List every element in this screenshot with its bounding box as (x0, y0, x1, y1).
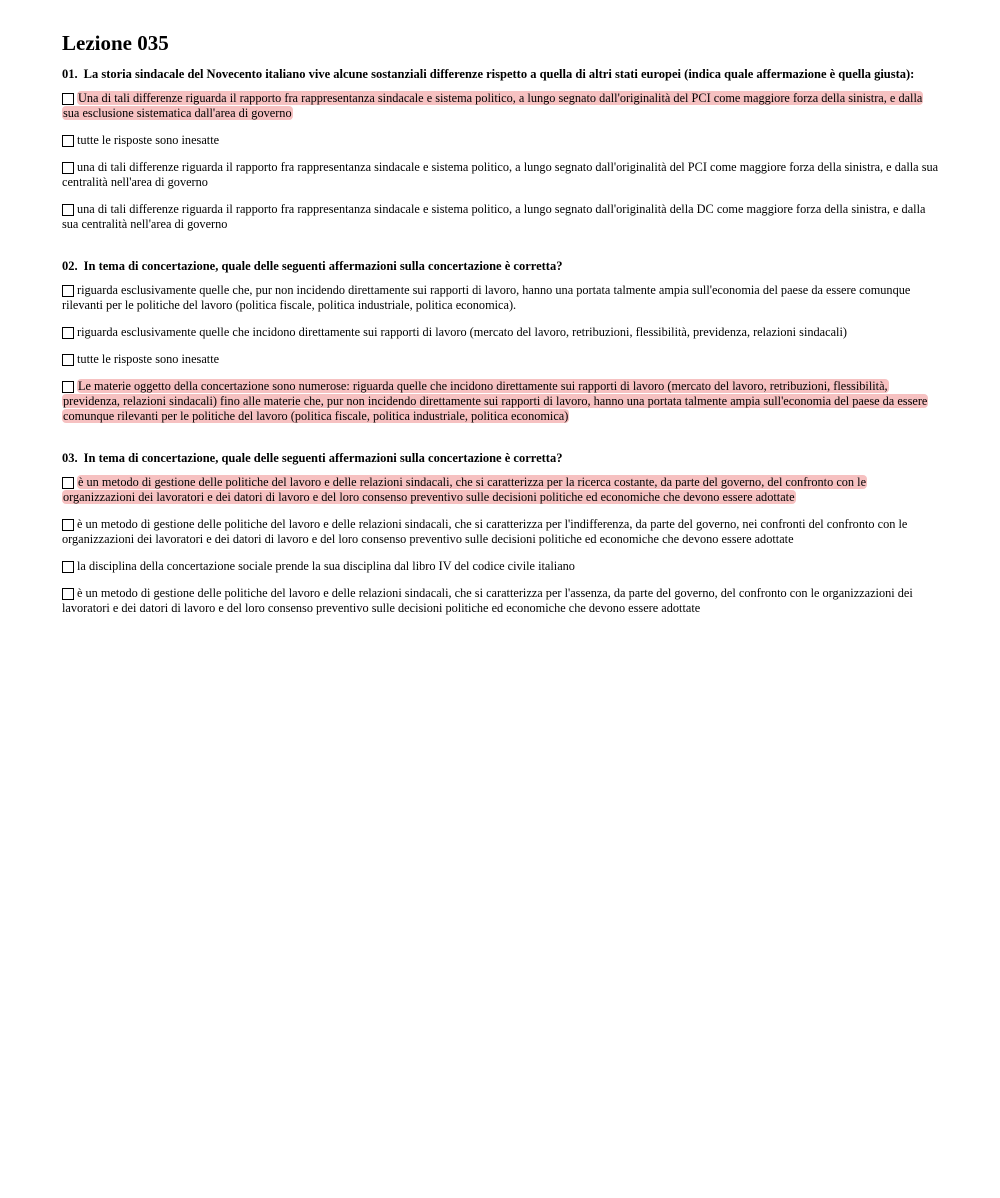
question-label: La storia sindacale del Novecento italiano vive alcune sostanziali differenze rispetto a quella di altri stati europei (indica quale affermazione è quella giusta): (83, 67, 915, 81)
answer-checkbox[interactable] (62, 285, 74, 297)
question-number: 02. (62, 259, 78, 273)
question-label: In tema di concertazione, quale delle seguenti affermazioni sulla concertazione è corretta? (83, 259, 563, 273)
answer-option (62, 325, 940, 340)
answer-checkbox[interactable] (62, 561, 74, 573)
answer-text: riguarda esclusivamente quelle che, pur non incidendo direttamente sui rapporti di lavoro, hanno una portata talmente ampia sull'economia del paese da essere comunque rilevanti per le politiche del lavoro (politica fiscale, politica industriale, politica economica). (62, 283, 911, 312)
answer-text: Le materie oggetto della concertazione sono numerose: riguarda quelle che incidono direttamente sui rapporti di lavoro (mercato del lavoro, retribuzioni, flessibilità, previdenza, relazioni sindacali) fino alle materie che, pur non incidendo direttamente sui rapporti di lavoro, hanno una portata talmente ampia sull'economia del paese da essere comunque rilevanti per le politiche del lavoro (politica fiscale, politica industriale, politica economica) (63, 379, 928, 423)
answer-option-highlighted (62, 379, 940, 424)
answer-checkbox[interactable] (62, 162, 74, 174)
page-title: Lezione 035 (62, 31, 169, 55)
answer-checkbox[interactable] (62, 381, 74, 393)
question-number: 01. (62, 67, 78, 81)
answer-text: è un metodo di gestione delle politiche del lavoro e delle relazioni sindacali, che si caratterizza per la ricerca costante, da parte del governo, del confronto con le organizzazioni dei lavoratori e dei datori di lavoro e del loro consenso preventivo sulle decisioni politiche ed economiche che devono essere adottate (63, 475, 867, 504)
answer-option (62, 202, 940, 232)
answer-text: Una di tali differenze riguarda il rapporto fra rappresentanza sindacale e sistema politico, a lungo segnato dall'originalità del PCI come maggiore forza della sinistra, e dalla sua esclusione sistematica dall'area di governo (63, 91, 923, 120)
answer-checkbox[interactable] (62, 477, 74, 489)
answer-option-highlighted (62, 91, 940, 121)
answer-text: tutte le risposte sono inesatte (77, 133, 220, 147)
answer-option (62, 559, 940, 574)
answer-checkbox[interactable] (62, 327, 74, 339)
answer-checkbox[interactable] (62, 135, 74, 147)
answer-checkbox[interactable] (62, 93, 74, 105)
answer-text: la disciplina della concertazione sociale prende la sua disciplina dal libro IV del codice civile italiano (77, 559, 575, 573)
question-block (62, 66, 940, 232)
question-text (62, 66, 940, 82)
answer-option (62, 586, 940, 616)
answer-checkbox[interactable] (62, 204, 74, 216)
answer-option (62, 133, 940, 148)
answer-checkbox[interactable] (62, 588, 74, 600)
answer-option (62, 352, 940, 367)
answer-option (62, 517, 940, 547)
answer-text: è un metodo di gestione delle politiche del lavoro e delle relazioni sindacali, che si caratterizza per l'assenza, da parte del governo, del confronto con le organizzazioni dei lavoratori e dei datori di lavoro e del loro consenso preventivo sulle decisioni politiche ed economiche che devono essere adottate (62, 586, 913, 615)
answer-text: è un metodo di gestione delle politiche del lavoro e delle relazioni sindacali, che si caratterizza per l'indifferenza, da parte del governo, nei confronti del confronto con le organizzazioni dei lavoratori e dei datori di lavoro e del loro consenso preventivo sulle decisioni politiche ed economiche che devono essere adottate (62, 517, 908, 546)
question-list (62, 66, 940, 616)
question-label: In tema di concertazione, quale delle seguenti affermazioni sulla concertazione è corretta? (83, 451, 563, 465)
question-text (62, 450, 940, 466)
question-block (62, 450, 940, 616)
answer-option-highlighted (62, 475, 940, 505)
answer-option (62, 283, 940, 313)
answer-text: una di tali differenze riguarda il rapporto fra rappresentanza sindacale e sistema politico, a lungo segnato dall'originalità della DC come maggiore forza della sinistra, e dalla sua centralità nell'area di governo (62, 202, 926, 231)
answer-checkbox[interactable] (62, 354, 74, 366)
question-text (62, 258, 940, 274)
answer-text: una di tali differenze riguarda il rapporto fra rappresentanza sindacale e sistema politico, a lungo segnato dall'originalità del PCI come maggiore forza della sinistra, e dalla sua centralità nell'area di governo (62, 160, 939, 189)
answer-text: tutte le risposte sono inesatte (77, 352, 220, 366)
answer-checkbox[interactable] (62, 519, 74, 531)
answer-option (62, 160, 940, 190)
question-number: 03. (62, 451, 78, 465)
answer-text: riguarda esclusivamente quelle che incidono direttamente sui rapporti di lavoro (mercato del lavoro, retribuzioni, flessibilità, previdenza, relazioni sindacali) (77, 325, 847, 339)
question-block (62, 258, 940, 424)
